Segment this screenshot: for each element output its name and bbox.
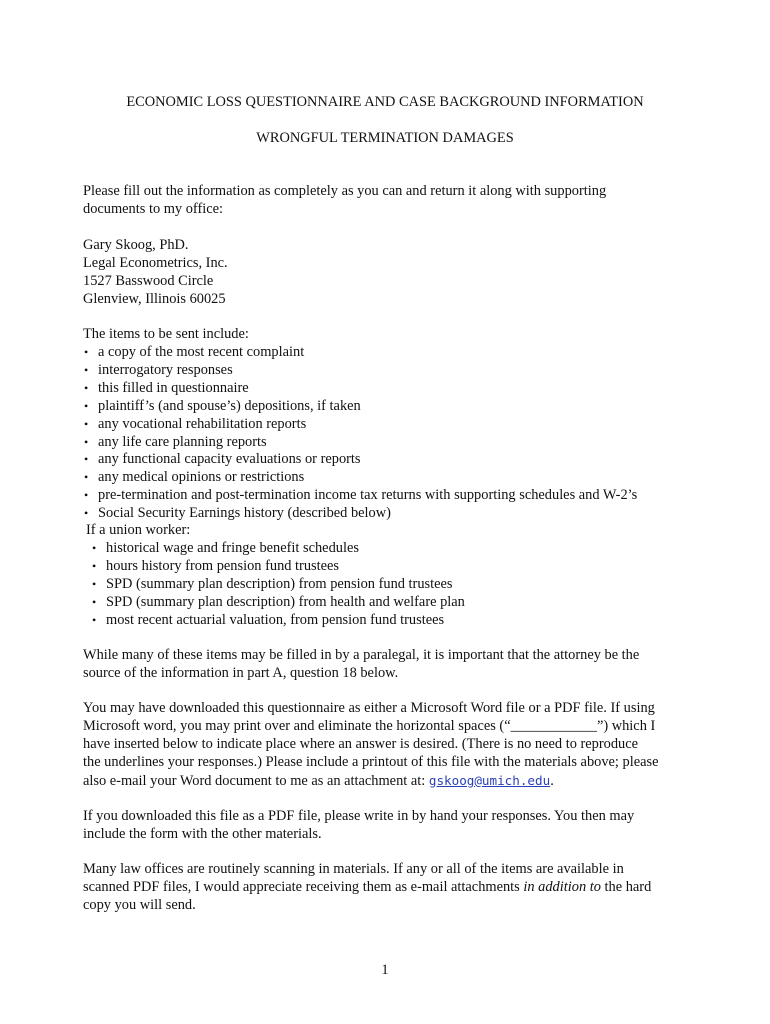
page-subtitle: WRONGFUL TERMINATION DAMAGES <box>256 130 514 146</box>
paragraph-line: have inserted below to indicate place where an answer is desired. (There is no need to reproduce <box>83 735 639 752</box>
attorney-paragraph <box>83 647 693 683</box>
union-items-list <box>91 540 465 630</box>
bullet-icon: • <box>84 416 89 431</box>
list-item-text: SPD (summary plan description) from pension fund trustees <box>106 575 453 592</box>
paragraph-line: While many of these items may be filled in by a paralegal, it is important that the attorney be the <box>83 647 640 663</box>
email-link[interactable]: gskoog@umich.edu <box>428 772 551 788</box>
list-item-text: SPD (summary plan description) from health and welfare plan <box>106 593 465 610</box>
list-item <box>83 362 637 380</box>
list-item-text: any medical opinions or restrictions <box>98 469 305 486</box>
bullet-icon: • <box>84 345 89 359</box>
bullet-icon: • <box>92 594 97 609</box>
list-item-text: this filled in questionnaire <box>98 379 249 396</box>
paragraph-line: source of the information in part A, question 18 below. <box>83 664 399 681</box>
list-item <box>83 451 637 469</box>
paragraph-line <box>83 879 693 897</box>
list-item-text: pre-termination and post-termination income tax returns with supporting schedules and W-2’s <box>98 487 638 504</box>
bullet-icon: • <box>92 576 97 591</box>
address-city: Glenview, Illinois 60025 <box>83 290 226 307</box>
paragraph-line: Microsoft word, you may print over and eliminate the horizontal spaces (“____________”) which I <box>83 717 656 734</box>
bullet-icon: • <box>84 362 89 377</box>
items-list <box>83 344 637 523</box>
bullet-icon: • <box>84 434 89 449</box>
list-item <box>91 558 465 576</box>
intro-paragraph <box>83 183 693 219</box>
bullet-icon: • <box>92 612 97 627</box>
paragraph-line: copy you will send. <box>83 896 196 913</box>
bullet-icon: • <box>84 506 89 521</box>
address-company: Legal Econometrics, Inc. <box>83 254 228 271</box>
page-title: ECONOMIC LOSS QUESTIONNAIRE AND CASE BACKGROUND INFORMATION <box>126 94 644 110</box>
list-item <box>91 576 465 594</box>
intro-line: documents to my office: <box>83 200 224 217</box>
list-item-text: plaintiff’s (and spouse’s) depositions, if taken <box>98 397 361 414</box>
bullet-icon: • <box>84 380 89 395</box>
paragraph-text: also e-mail your Word document to me as an attachment at: <box>83 772 429 789</box>
items-heading: The items to be sent include: <box>83 326 249 342</box>
list-item <box>83 487 637 505</box>
address-name: Gary Skoog, PhD. <box>83 237 189 253</box>
scan-paragraph <box>83 861 693 915</box>
pdf-paragraph <box>83 808 693 844</box>
list-item <box>91 612 465 630</box>
address-street: 1527 Basswood Circle <box>83 272 214 289</box>
bullet-icon: • <box>92 541 97 555</box>
list-item <box>83 505 637 523</box>
bullet-icon: • <box>84 488 89 503</box>
list-item-text: any life care planning reports <box>98 433 267 450</box>
list-item-text: Social Security Earnings history (described below) <box>98 505 391 522</box>
bullet-icon: • <box>84 452 89 467</box>
bullet-icon: • <box>84 470 89 485</box>
page-number: 1 <box>381 962 389 978</box>
list-item-text: most recent actuarial valuation, from pension fund trustees <box>106 611 445 628</box>
mailing-address <box>83 237 693 309</box>
bullet-icon: • <box>84 398 89 413</box>
list-item-text: any vocational rehabilitation reports <box>98 415 307 432</box>
intro-line: Please fill out the information as completely as you can and return it along with supporting <box>83 183 607 199</box>
paragraph-line: If you downloaded this file as a PDF file, please write in by hand your responses. You then may <box>83 808 635 824</box>
paragraph-line: the underlines your responses.) Please include a printout of this file with the materials above; please <box>83 753 659 770</box>
list-item <box>83 469 637 487</box>
list-item-text: historical wage and fringe benefit schedules <box>106 540 359 556</box>
list-item <box>83 398 637 416</box>
list-item <box>83 434 637 452</box>
paragraph-line: include the form with the other materials. <box>83 825 322 842</box>
list-item <box>83 380 637 398</box>
paragraph-text: . <box>550 772 554 789</box>
paragraph-line <box>83 772 693 791</box>
list-item-text: hours history from pension fund trustees <box>106 557 340 574</box>
paragraph-line: Many law offices are routinely scanning in materials. If any or all of the items are available in <box>83 861 624 877</box>
list-item-text: a copy of the most recent complaint <box>98 344 305 360</box>
list-item-text: any functional capacity evaluations or reports <box>98 451 361 468</box>
paragraph-text: the hard <box>600 878 652 895</box>
union-heading: If a union worker: <box>86 522 191 538</box>
emphasis-text: in addition to <box>523 878 601 895</box>
paragraph-text: scanned PDF files, I would appreciate receiving them as e-mail attachments <box>83 878 524 895</box>
list-item-text: interrogatory responses <box>98 361 233 378</box>
list-item <box>83 416 637 434</box>
paragraph-line: You may have downloaded this questionnaire as either a Microsoft Word file or a PDF file. If using <box>83 700 655 716</box>
list-item <box>83 344 637 362</box>
list-item <box>91 594 465 612</box>
bullet-icon: • <box>92 558 97 573</box>
download-paragraph <box>83 700 693 791</box>
list-item <box>91 540 465 558</box>
